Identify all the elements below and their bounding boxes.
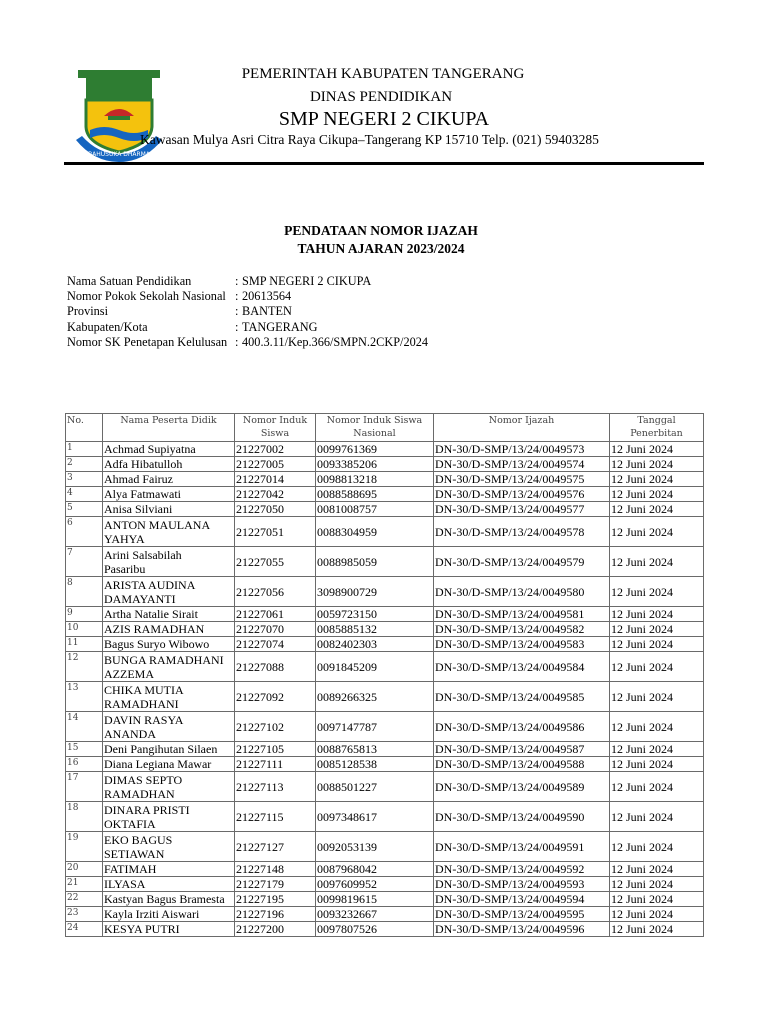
cell-name bbox=[103, 607, 235, 622]
header-address: Kawasan Mulya Asri Citra Raya Cikupa–Tangerang KP 15710 Telp. (021) 59403285 bbox=[140, 132, 599, 147]
cell-name bbox=[103, 547, 235, 577]
cell-no: 7 bbox=[66, 547, 103, 577]
header-department: DINAS PENDIDIKAN bbox=[309, 89, 453, 105]
cell-no: 20 bbox=[66, 862, 103, 877]
cell-name bbox=[103, 907, 235, 922]
header-government: PEMERINTAH KABUPATEN TANGERANG bbox=[241, 66, 525, 82]
info-value: TANGERANG bbox=[242, 320, 318, 334]
info-colon: : bbox=[235, 304, 239, 318]
info-label: Provinsi bbox=[67, 304, 108, 318]
cell-nisn: 3098900729 bbox=[316, 577, 434, 607]
table-row bbox=[66, 862, 704, 877]
cell-date: 12 Juni 2024 bbox=[610, 442, 704, 457]
cell-nis: 21227102 bbox=[235, 712, 316, 742]
cell-date: 12 Juni 2024 bbox=[610, 757, 704, 772]
cell-no: 9 bbox=[66, 607, 103, 622]
column-header-nis: Nomor Induk Siswa bbox=[235, 414, 316, 442]
cell-ijazah: DN-30/D-SMP/13/24/0049586 bbox=[434, 712, 610, 742]
table-row bbox=[66, 607, 704, 622]
column-header-date: Tanggal Penerbitan bbox=[610, 414, 704, 442]
cell-no: 16 bbox=[66, 757, 103, 772]
cell-name-line: Adfa Hibatulloh bbox=[104, 457, 183, 471]
cell-nisn: 0093232667 bbox=[316, 907, 434, 922]
cell-nisn: 0088588695 bbox=[316, 487, 434, 502]
cell-ijazah: DN-30/D-SMP/13/24/0049588 bbox=[434, 757, 610, 772]
cell-nisn: 0099761369 bbox=[316, 442, 434, 457]
cell-name bbox=[103, 862, 235, 877]
table-row bbox=[66, 907, 704, 922]
cell-nis: 21227061 bbox=[235, 607, 316, 622]
cell-name bbox=[103, 442, 235, 457]
cell-no: 5 bbox=[66, 502, 103, 517]
cell-nis: 21227014 bbox=[235, 472, 316, 487]
cell-date: 12 Juni 2024 bbox=[610, 652, 704, 682]
cell-ijazah: DN-30/D-SMP/13/24/0049590 bbox=[434, 802, 610, 832]
cell-name-line: Ahmad Fairuz bbox=[104, 472, 173, 486]
cell-ijazah: DN-30/D-SMP/13/24/0049580 bbox=[434, 577, 610, 607]
cell-date: 12 Juni 2024 bbox=[610, 607, 704, 622]
cell-name-line: EKO BAGUS bbox=[104, 832, 173, 847]
cell-date: 12 Juni 2024 bbox=[610, 502, 704, 517]
info-row-regency bbox=[67, 320, 318, 335]
cell-no: 13 bbox=[66, 682, 103, 712]
info-colon: : bbox=[235, 335, 239, 349]
cell-nisn: 0059723150 bbox=[316, 607, 434, 622]
info-value: BANTEN bbox=[242, 304, 292, 318]
cell-no: 18 bbox=[66, 802, 103, 832]
table-row bbox=[66, 682, 704, 712]
cell-name bbox=[103, 877, 235, 892]
column-header-ijazah: Nomor Ijazah bbox=[434, 414, 610, 442]
cell-ijazah: DN-30/D-SMP/13/24/0049584 bbox=[434, 652, 610, 682]
cell-ijazah: DN-30/D-SMP/13/24/0049581 bbox=[434, 607, 610, 622]
cell-name bbox=[103, 742, 235, 757]
table-row bbox=[66, 922, 704, 937]
table-row bbox=[66, 577, 704, 607]
cell-name-line: ILYASA bbox=[104, 877, 146, 891]
cell-nis: 21227002 bbox=[235, 442, 316, 457]
cell-name-line: ARISTA AUDINA bbox=[104, 577, 196, 592]
info-row-province bbox=[67, 304, 292, 319]
cell-ijazah: DN-30/D-SMP/13/24/0049575 bbox=[434, 472, 610, 487]
cell-name bbox=[103, 892, 235, 907]
table-row bbox=[66, 637, 704, 652]
cell-ijazah: DN-30/D-SMP/13/24/0049595 bbox=[434, 907, 610, 922]
cell-ijazah: DN-30/D-SMP/13/24/0049593 bbox=[434, 877, 610, 892]
cell-name bbox=[103, 517, 235, 547]
cell-no: 23 bbox=[66, 907, 103, 922]
cell-name bbox=[103, 457, 235, 472]
info-label: Nama Satuan Pendidikan bbox=[67, 274, 192, 288]
cell-nis: 21227127 bbox=[235, 832, 316, 862]
cell-nisn: 0093385206 bbox=[316, 457, 434, 472]
cell-name-line: CHIKA MUTIA bbox=[104, 682, 184, 697]
cell-name bbox=[103, 622, 235, 637]
info-colon: : bbox=[235, 289, 239, 303]
cell-date: 12 Juni 2024 bbox=[610, 472, 704, 487]
cell-nis: 21227042 bbox=[235, 487, 316, 502]
cell-nisn: 0088501227 bbox=[316, 772, 434, 802]
cell-nisn: 0088304959 bbox=[316, 517, 434, 547]
table-row bbox=[66, 877, 704, 892]
cell-nis: 21227111 bbox=[235, 757, 316, 772]
cell-nisn: 0098813218 bbox=[316, 472, 434, 487]
cell-name-line: Alya Fatmawati bbox=[104, 487, 181, 501]
cell-name-line: AZIS RAMADHAN bbox=[104, 622, 205, 636]
cell-name-line: OKTAFIA bbox=[104, 816, 156, 831]
cell-no: 3 bbox=[66, 472, 103, 487]
cell-ijazah: DN-30/D-SMP/13/24/0049576 bbox=[434, 487, 610, 502]
cell-date: 12 Juni 2024 bbox=[610, 892, 704, 907]
cell-name bbox=[103, 652, 235, 682]
header-school-name: SMP NEGERI 2 CIKUPA bbox=[278, 108, 490, 130]
cell-date: 12 Juni 2024 bbox=[610, 637, 704, 652]
cell-nis: 21227092 bbox=[235, 682, 316, 712]
header-divider bbox=[64, 162, 704, 165]
cell-date: 12 Juni 2024 bbox=[610, 802, 704, 832]
cell-nisn: 0091845209 bbox=[316, 652, 434, 682]
cell-nis: 21227056 bbox=[235, 577, 316, 607]
info-row-sk-number bbox=[67, 335, 428, 350]
cell-date: 12 Juni 2024 bbox=[610, 907, 704, 922]
cell-ijazah: DN-30/D-SMP/13/24/0049578 bbox=[434, 517, 610, 547]
table-row bbox=[66, 487, 704, 502]
cell-name bbox=[103, 472, 235, 487]
cell-no: 19 bbox=[66, 832, 103, 862]
column-header-nisn: Nomor Induk Siswa Nasional bbox=[316, 414, 434, 442]
column-header-name: Nama Peserta Didik bbox=[103, 414, 235, 442]
cell-nis: 21227113 bbox=[235, 772, 316, 802]
cell-nis: 21227179 bbox=[235, 877, 316, 892]
cell-ijazah: DN-30/D-SMP/13/24/0049585 bbox=[434, 682, 610, 712]
table-row bbox=[66, 832, 704, 862]
cell-nisn: 0092053139 bbox=[316, 832, 434, 862]
cell-name bbox=[103, 772, 235, 802]
info-row-school bbox=[67, 274, 371, 289]
cell-ijazah: DN-30/D-SMP/13/24/0049579 bbox=[434, 547, 610, 577]
cell-ijazah: DN-30/D-SMP/13/24/0049583 bbox=[434, 637, 610, 652]
cell-no: 12 bbox=[66, 652, 103, 682]
cell-ijazah: DN-30/D-SMP/13/24/0049577 bbox=[434, 502, 610, 517]
table-row bbox=[66, 712, 704, 742]
cell-date: 12 Juni 2024 bbox=[610, 457, 704, 472]
cell-name bbox=[103, 637, 235, 652]
cell-nisn: 0087968042 bbox=[316, 862, 434, 877]
cell-no: 17 bbox=[66, 772, 103, 802]
cell-nis: 21227148 bbox=[235, 862, 316, 877]
cell-name-line: AZZEMA bbox=[104, 666, 154, 681]
info-value: SMP NEGERI 2 CIKUPA bbox=[242, 274, 372, 288]
cell-nis: 21227195 bbox=[235, 892, 316, 907]
cell-date: 12 Juni 2024 bbox=[610, 547, 704, 577]
cell-nis: 21227070 bbox=[235, 622, 316, 637]
info-label: Kabupaten/Kota bbox=[67, 320, 148, 334]
cell-nis: 21227196 bbox=[235, 907, 316, 922]
cell-no: 21 bbox=[66, 877, 103, 892]
cell-ijazah: DN-30/D-SMP/13/24/0049589 bbox=[434, 772, 610, 802]
cell-name-line: KESYA PUTRI bbox=[104, 922, 180, 936]
info-label: Nomor Pokok Sekolah Nasional bbox=[67, 289, 226, 303]
cell-nisn: 0097348617 bbox=[316, 802, 434, 832]
cell-name-line: Achmad Supiyatna bbox=[104, 442, 196, 456]
cell-ijazah: DN-30/D-SMP/13/24/0049592 bbox=[434, 862, 610, 877]
table-row bbox=[66, 652, 704, 682]
cell-nisn: 0085885132 bbox=[316, 622, 434, 637]
cell-no: 1 bbox=[66, 442, 103, 457]
table-row bbox=[66, 547, 704, 577]
cell-nis: 21227051 bbox=[235, 517, 316, 547]
cell-ijazah: DN-30/D-SMP/13/24/0049594 bbox=[434, 892, 610, 907]
cell-nisn: 0089266325 bbox=[316, 682, 434, 712]
table-row bbox=[66, 757, 704, 772]
cell-name bbox=[103, 502, 235, 517]
column-header-no: No. bbox=[66, 414, 103, 442]
cell-nisn: 0081008757 bbox=[316, 502, 434, 517]
cell-name-line: Anisa Silviani bbox=[104, 502, 173, 516]
table-header-row bbox=[66, 414, 704, 442]
cell-name bbox=[103, 922, 235, 937]
cell-nis: 21227115 bbox=[235, 802, 316, 832]
cell-nis: 21227005 bbox=[235, 457, 316, 472]
cell-no: 24 bbox=[66, 922, 103, 937]
info-row-npsn bbox=[67, 289, 291, 304]
cell-nis: 21227055 bbox=[235, 547, 316, 577]
cell-name-line: ANTON MAULANA bbox=[104, 517, 211, 532]
cell-nisn: 0097147787 bbox=[316, 712, 434, 742]
cell-name bbox=[103, 802, 235, 832]
cell-nis: 21227105 bbox=[235, 742, 316, 757]
cell-nis: 21227074 bbox=[235, 637, 316, 652]
cell-name-line: Pasaribu bbox=[104, 561, 146, 576]
cell-no: 15 bbox=[66, 742, 103, 757]
info-colon: : bbox=[235, 274, 239, 288]
cell-date: 12 Juni 2024 bbox=[610, 487, 704, 502]
table-row bbox=[66, 772, 704, 802]
table-row bbox=[66, 457, 704, 472]
cell-ijazah: DN-30/D-SMP/13/24/0049591 bbox=[434, 832, 610, 862]
cell-no: 4 bbox=[66, 487, 103, 502]
cell-name-line: SETIAWAN bbox=[104, 846, 165, 861]
cell-name bbox=[103, 712, 235, 742]
document-title: PENDATAAN NOMOR IJAZAH bbox=[284, 223, 478, 238]
table-row bbox=[66, 517, 704, 547]
cell-nisn: 0099819615 bbox=[316, 892, 434, 907]
cell-name-line: Bagus Suryo Wibowo bbox=[104, 637, 210, 651]
cell-no: 14 bbox=[66, 712, 103, 742]
cell-name-line: Kastyan Bagus Bramesta bbox=[104, 892, 225, 906]
cell-no: 2 bbox=[66, 457, 103, 472]
cell-name bbox=[103, 832, 235, 862]
cell-date: 12 Juni 2024 bbox=[610, 682, 704, 712]
cell-date: 12 Juni 2024 bbox=[610, 832, 704, 862]
cell-name-line: RAMADHANI bbox=[104, 696, 179, 711]
info-label: Nomor SK Penetapan Kelulusan bbox=[67, 335, 228, 349]
cell-nis: 21227050 bbox=[235, 502, 316, 517]
cell-nisn: 0088765813 bbox=[316, 742, 434, 757]
info-value: 20613564 bbox=[242, 289, 292, 303]
table-row bbox=[66, 742, 704, 757]
cell-name-line: DINARA PRISTI bbox=[104, 802, 190, 817]
cell-date: 12 Juni 2024 bbox=[610, 622, 704, 637]
cell-no: 11 bbox=[66, 637, 103, 652]
table-row bbox=[66, 802, 704, 832]
cell-no: 8 bbox=[66, 577, 103, 607]
cell-name-line: YAHYA bbox=[104, 531, 145, 546]
cell-nisn: 0097609952 bbox=[316, 877, 434, 892]
cell-name-line: RAMADHAN bbox=[104, 786, 175, 801]
cell-name-line: Kayla Irziti Aiswari bbox=[104, 907, 200, 921]
cell-ijazah: DN-30/D-SMP/13/24/0049582 bbox=[434, 622, 610, 637]
cell-name-line: BUNGA RAMADHANI bbox=[104, 652, 224, 667]
cell-name bbox=[103, 757, 235, 772]
cell-name-line: DAVIN RASYA bbox=[104, 712, 184, 727]
cell-nisn: 0097807526 bbox=[316, 922, 434, 937]
cell-ijazah: DN-30/D-SMP/13/24/0049596 bbox=[434, 922, 610, 937]
cell-name-line: Artha Natalie Sirait bbox=[104, 607, 198, 621]
cell-date: 12 Juni 2024 bbox=[610, 862, 704, 877]
cell-nis: 21227088 bbox=[235, 652, 316, 682]
cell-name bbox=[103, 682, 235, 712]
cell-date: 12 Juni 2024 bbox=[610, 742, 704, 757]
table-row bbox=[66, 502, 704, 517]
table-row bbox=[66, 472, 704, 487]
cell-nisn: 0082402303 bbox=[316, 637, 434, 652]
diploma-table bbox=[65, 413, 704, 937]
cell-ijazah: DN-30/D-SMP/13/24/0049587 bbox=[434, 742, 610, 757]
table-row bbox=[66, 622, 704, 637]
cell-name-line: Deni Pangihutan Silaen bbox=[104, 742, 218, 756]
cell-no: 22 bbox=[66, 892, 103, 907]
cell-date: 12 Juni 2024 bbox=[610, 517, 704, 547]
cell-name-line: ANANDA bbox=[104, 726, 156, 741]
cell-ijazah: DN-30/D-SMP/13/24/0049574 bbox=[434, 457, 610, 472]
cell-nis: 21227200 bbox=[235, 922, 316, 937]
table-row bbox=[66, 892, 704, 907]
cell-date: 12 Juni 2024 bbox=[610, 577, 704, 607]
cell-no: 6 bbox=[66, 517, 103, 547]
cell-name-line: Diana Legiana Mawar bbox=[104, 757, 212, 771]
document-subtitle: TAHUN AJARAN 2023/2024 bbox=[297, 241, 465, 256]
cell-no: 10 bbox=[66, 622, 103, 637]
cell-date: 12 Juni 2024 bbox=[610, 772, 704, 802]
cell-name-line: DIMAS SEPTO bbox=[104, 772, 183, 787]
cell-nisn: 0088985059 bbox=[316, 547, 434, 577]
info-value: 400.3.11/Kep.366/SMPN.2CKP/2024 bbox=[242, 335, 429, 349]
cell-name-line: Arini Salsabilah bbox=[104, 547, 182, 562]
cell-date: 12 Juni 2024 bbox=[610, 922, 704, 937]
cell-nisn: 0085128538 bbox=[316, 757, 434, 772]
table-row bbox=[66, 442, 704, 457]
cell-date: 12 Juni 2024 bbox=[610, 877, 704, 892]
cell-name-line: DAMAYANTI bbox=[104, 591, 176, 606]
cell-name bbox=[103, 577, 235, 607]
cell-ijazah: DN-30/D-SMP/13/24/0049573 bbox=[434, 442, 610, 457]
logo-motto: BAHUSUKA DHARMA bbox=[88, 151, 150, 158]
info-colon: : bbox=[235, 320, 239, 334]
cell-date: 12 Juni 2024 bbox=[610, 712, 704, 742]
cell-name-line: FATIMAH bbox=[104, 862, 157, 876]
cell-name bbox=[103, 487, 235, 502]
